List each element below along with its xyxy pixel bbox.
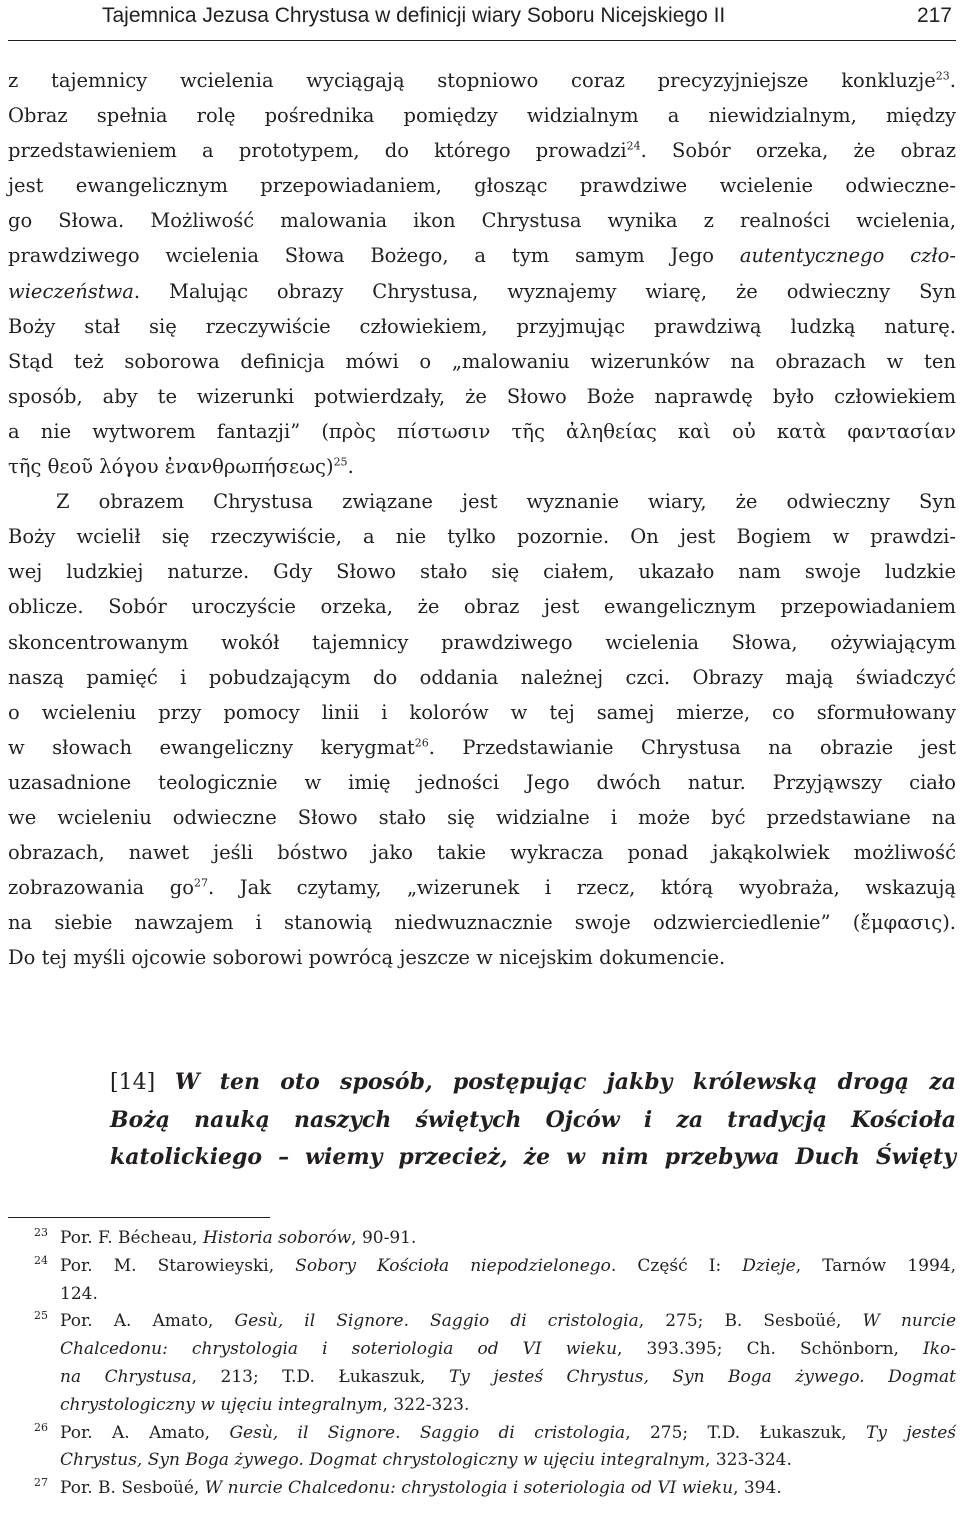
footnote-ref: 23 (935, 69, 950, 83)
body-line: zobrazowania $go^{27}$. Jak czytamy, „wizerunek i rzecz, którą wyobraża, wskazują (8, 876, 956, 900)
running-header-title: Tajemnica Jezusa Chrystusa w definicji wiary Soboru Nicejskiego II (102, 4, 726, 27)
page-number: 217 (916, 4, 952, 27)
body-line: jest ewangelicznym przepowiadaniem, głosząc prawdziwe wcielenie odwieczne- (8, 174, 956, 198)
body-line: Z obrazem Chrystusa związane jest wyznanie wiary, że odwieczny Syn (56, 490, 956, 514)
footnote-number: 27 (34, 1476, 48, 1490)
body-line: Boży wcielił się rzeczywiście, a nie tylko pozornie. On jest Bogiem w prawdzi- (8, 525, 956, 549)
body-line: we wcieleniu odwieczne Słowo stało się widzialne i może być przedstawiane na (8, 805, 956, 829)
body-line: o wcieleniu przy pomocy linii i kolorów w tej samej mierze, co sformułowany (8, 700, 956, 724)
footnote-25: 25 Por. A. Amato, Gesù, il Signore. Saggio di cristologia, 275; B. Sesboüé, W nurcie (8, 1308, 956, 1336)
running-header (0, 0, 960, 42)
body-line: a nie wytworem fantazji” (πρὸς πίστωσιν τῆς ἀληθείας καὶ οὐ κατὰ φαντασίαν (8, 419, 956, 443)
footnote-ref: 25 (333, 455, 348, 469)
body-line: uzasadnione teologicznie w imię jedności Jego dwóch natur. Przyjąwszy ciało (8, 770, 956, 794)
body-line: Obraz spełnia rolę pośrednika pomiędzy widzialnym a niewidzialnym, między (8, 104, 956, 128)
section-line: [14] W ten oto sposób, postępując jakby królewską drogą za (110, 1069, 957, 1095)
body-line: sposób, aby te wizerunki potwierdzały, że Słowo Boże naprawdę było człowiekiem (8, 384, 956, 408)
body-line: wej ludzkiej naturze. Gdy Słowo stało się ciałem, ukazało nam swoje ludzkie (8, 560, 956, 584)
footnotes (8, 1225, 956, 1503)
body-line: Stąd też soborowa definicja mówi o „malowaniu wizerunków na obrazach w ten (8, 349, 956, 373)
footnote-25-cont: na Chrystusa, 213; T.D. Łukaszuk, Ty jesteś Chrystus, Syn Boga żywego. Dogmat (60, 1366, 956, 1387)
footnote-26-cont: Chrystus, Syn Boga żywego. Dogmat chrystologiczny w ujęciu integralnym, 323-324. (60, 1450, 792, 1471)
footnote-rule (8, 1217, 270, 1218)
body-line: wieczeństwa. Malując obrazy Chrystusa, wyznajemy wiarę, że odwieczny Syn (8, 279, 956, 303)
section-line: Bożą nauką naszych świętych Ojców i za tradycją Kościoła (110, 1106, 956, 1133)
body-text (8, 63, 956, 975)
footnote-ref: 24 (626, 139, 641, 153)
footnote-24: 24 Por. M. Starowieyski, Sobory Kościoła niepodzielonego. Część I: Dzieje, Tarnów 1994, (8, 1253, 956, 1281)
body-line: τῆς θεοῦ λόγου ἐνανθρωπήσεως)$^{25}$. (8, 455, 354, 479)
section-14-quote (110, 1064, 956, 1177)
footnote-26: 26 Por. A. Amato, Gesù, il Signore. Saggio di cristologia, 275; T.D. Łukaszuk, Ty jesteś (8, 1420, 956, 1448)
section-line: katolickiego – wiemy przecież, że w nim przebywa Duch Święty (110, 1144, 956, 1170)
footnote-27: 27 Por. B. Sesboüé, W nurcie Chalcedonu: chrystologia i soteriologia od VI wieku, 394. (8, 1475, 956, 1503)
body-line: przedstawieniem a prototypem, do którego prowadzi$^{24}$. Sobór orzeka, że obraz (8, 139, 956, 163)
header-rule (8, 40, 956, 41)
body-line: prawdziwego wcielenia Słowa Bożego, a tym samym Jego autentycznego czło- (8, 244, 956, 268)
body-line: oblicze. Sobór uroczyście orzeka, że obraz jest ewangelicznym przepowiadaniem (8, 595, 956, 619)
footnote-ref: 27 (194, 876, 209, 890)
body-line: obrazach, nawet jeśli bóstwo jako takie wykracza ponad jakąkolwiek możliwość (8, 841, 956, 865)
body-line: Boży stał się rzeczywiście człowiekiem, przyjmując prawdziwą ludzką naturę. (8, 314, 956, 338)
body-line: go Słowa. Możliwość malowania ikon Chrystusa wynika z realności wcielenia, (8, 209, 956, 233)
footnote-23: 23 Por. F. Bécheau, Historia soborów, 90-91. (8, 1225, 956, 1253)
body-line: naszą pamięć i pobudzającym do oddania należnej czci. Obrazy mają świadczyć (8, 665, 956, 689)
body-line: skoncentrowanym wokół tajemnicy prawdziwego wcielenia Słowa, ożywiającym (8, 630, 956, 654)
footnote-ref: 26 (414, 736, 429, 750)
footnote-number: 24 (34, 1253, 48, 1267)
footnote-number: 23 (34, 1226, 48, 1239)
body-line: w słowach ewangeliczny kerygmat$^{26}$. Przedstawianie Chrystusa na obrazie jest (8, 735, 956, 759)
body-line: z tajemnicy wcielenia wyciągają stopniowo coraz precyzyjniejsze konkluzje$^{23}$. (8, 69, 956, 92)
footnote-25-cont: chrystologiczny w ujęciu integralnym, 322-323. (60, 1394, 470, 1415)
body-line: Do tej myśli ojcowie soborowi powrócą jeszcze w nicejskim dokumencie. (8, 946, 726, 970)
body-line: na siebie nawzajem i stanowią niedwuznacznie swoje odzwierciedlenie” (ἔμφασις). (8, 911, 956, 935)
footnote-24-cont: 124. (60, 1283, 98, 1304)
footnote-number: 25 (34, 1309, 48, 1323)
footnote-number: 26 (34, 1420, 48, 1434)
footnote-25-cont: Chalcedonu: chrystologia i soteriologia od VI wieku, 393.395; Ch. Schönborn, Iko- (60, 1339, 957, 1360)
section-number: [14] (110, 1070, 156, 1095)
